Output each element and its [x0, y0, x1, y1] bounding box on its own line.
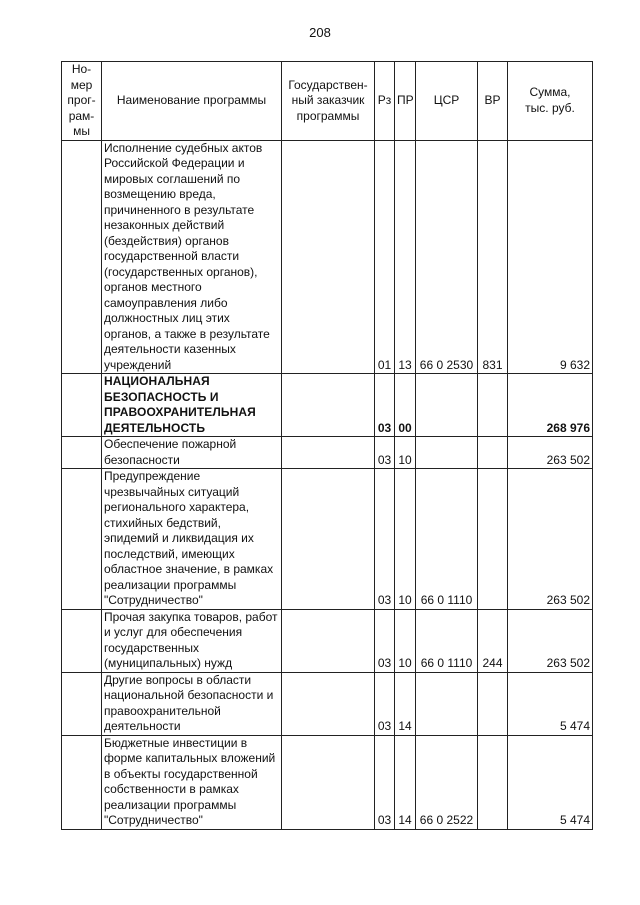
cell-csr: 66 0 1110 [416, 609, 478, 672]
cell-program-name: Другие вопросы в области национальной безопасности и правоохранительной деятельности [102, 672, 282, 735]
header-vr: ВР [478, 62, 508, 141]
cell-vr [478, 374, 508, 437]
cell-csr [416, 374, 478, 437]
cell-rz: 03 [375, 735, 395, 829]
header-pr: ПР [395, 62, 416, 141]
cell-vr [478, 469, 508, 610]
cell-state-customer [282, 672, 375, 735]
cell-csr: 66 0 2530 [416, 140, 478, 374]
cell-state-customer [282, 374, 375, 437]
cell-program-name: Прочая закупка товаров, работ и услуг для обеспечения государственных (муниципальных) нужд [102, 609, 282, 672]
cell-program-number [62, 672, 102, 735]
cell-program-number [62, 437, 102, 469]
cell-sum: 268 976 [508, 374, 593, 437]
cell-program-number [62, 609, 102, 672]
cell-pr: 14 [395, 735, 416, 829]
cell-rz: 01 [375, 140, 395, 374]
table-row [62, 469, 593, 610]
cell-sum: 9 632 [508, 140, 593, 374]
header-csr: ЦСР [416, 62, 478, 141]
cell-csr [416, 437, 478, 469]
cell-pr: 14 [395, 672, 416, 735]
budget-table [61, 61, 593, 830]
cell-csr [416, 672, 478, 735]
cell-pr: 10 [395, 609, 416, 672]
cell-program-name: Исполнение судебных актов Российской Федерации и мировых соглашений по возмещению вреда, причиненного в результате незаконных действий (бездействия) органов государственной власти (государственных органов), органов местного самоуправления либо должностных лиц этих органов, а также в результате деятельности казенных учреждений [102, 140, 282, 374]
cell-rz: 03 [375, 374, 395, 437]
table-row [62, 672, 593, 735]
cell-vr: 244 [478, 609, 508, 672]
header-program-number: Но- мер прог- рам- мы [62, 62, 102, 141]
cell-csr: 66 0 1110 [416, 469, 478, 610]
table-row [62, 609, 593, 672]
cell-pr: 10 [395, 469, 416, 610]
cell-state-customer [282, 437, 375, 469]
cell-sum: 5 474 [508, 735, 593, 829]
cell-sum: 5 474 [508, 672, 593, 735]
cell-program-name: НАЦИОНАЛЬНАЯ БЕЗОПАСНОСТЬ И ПРАВООХРАНИТЕЛЬНАЯ ДЕЯТЕЛЬНОСТЬ [102, 374, 282, 437]
header-program-name: Наименование программы [102, 62, 282, 141]
cell-state-customer [282, 735, 375, 829]
table-header-row [62, 62, 593, 141]
cell-state-customer [282, 609, 375, 672]
header-state-customer: Государствен- ный заказчик программы [282, 62, 375, 141]
header-rz: Рз [375, 62, 395, 141]
table-row [62, 374, 593, 437]
cell-sum: 263 502 [508, 437, 593, 469]
cell-program-number [62, 140, 102, 374]
cell-state-customer [282, 469, 375, 610]
cell-vr [478, 735, 508, 829]
cell-program-number [62, 735, 102, 829]
table-row [62, 735, 593, 829]
cell-vr [478, 437, 508, 469]
cell-rz: 03 [375, 437, 395, 469]
table-row [62, 437, 593, 469]
page-number: 208 [309, 25, 331, 40]
cell-program-number [62, 469, 102, 610]
cell-vr [478, 672, 508, 735]
cell-rz: 03 [375, 672, 395, 735]
cell-vr: 831 [478, 140, 508, 374]
cell-program-name: Бюджетные инвестиции в форме капитальных вложений в объекты государственной собственности в рамках реализации программы "Сотрудничество" [102, 735, 282, 829]
cell-sum: 263 502 [508, 469, 593, 610]
cell-program-name: Обеспечение пожарной безопасности [102, 437, 282, 469]
cell-program-name: Предупреждение чрезвычайных ситуаций регионального характера, стихийных бедствий, эпидемий и ликвидация их последствий, имеющих областное значение, в рамках реализации программы "Сотрудничество" [102, 469, 282, 610]
header-sum: Сумма, тыс. руб. [508, 62, 593, 141]
cell-pr: 13 [395, 140, 416, 374]
cell-program-number [62, 374, 102, 437]
cell-sum: 263 502 [508, 609, 593, 672]
table-body [62, 140, 593, 829]
cell-csr: 66 0 2522 [416, 735, 478, 829]
table-row [62, 140, 593, 374]
cell-state-customer [282, 140, 375, 374]
cell-pr: 10 [395, 437, 416, 469]
cell-pr: 00 [395, 374, 416, 437]
cell-rz: 03 [375, 469, 395, 610]
cell-rz: 03 [375, 609, 395, 672]
